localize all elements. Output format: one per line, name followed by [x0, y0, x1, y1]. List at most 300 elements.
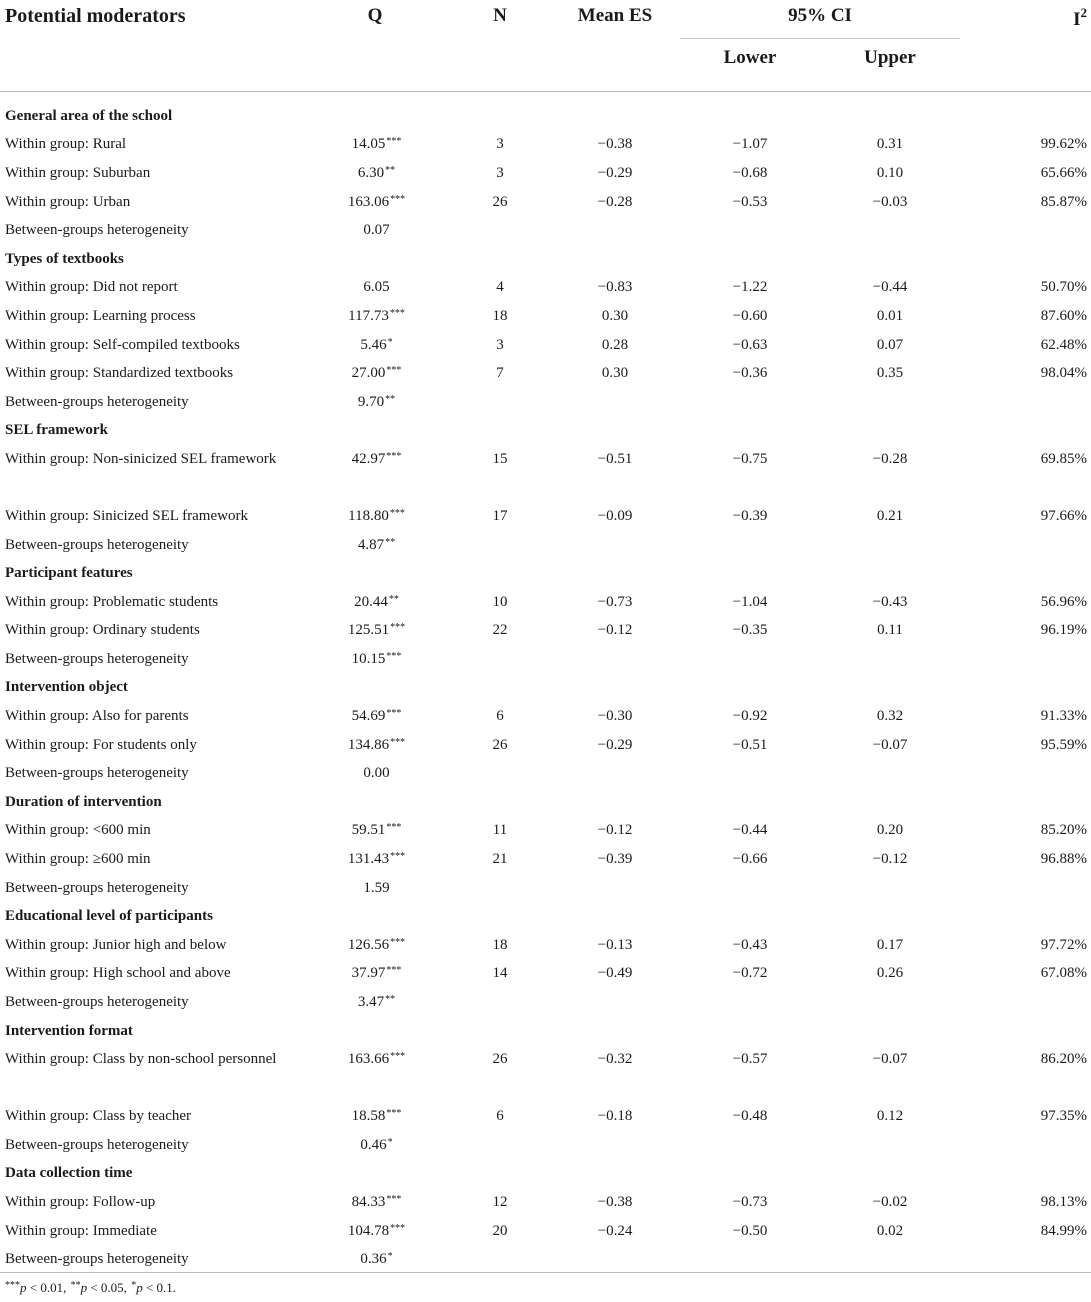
- moderator-cell: Within group: <600 min: [5, 822, 151, 839]
- q-value: 84.33: [351, 1193, 386, 1210]
- table-row: [0, 302, 1091, 331]
- ci-upper-cell: [820, 531, 960, 560]
- table-row: [0, 1245, 1091, 1274]
- ci-lower-cell: −0.36: [732, 365, 768, 382]
- q-cell: [300, 1217, 450, 1246]
- table-row: [0, 1131, 1091, 1160]
- significance-stars: **: [385, 164, 396, 176]
- i2-cell: 97.72%: [1040, 936, 1087, 953]
- q-cell: [300, 159, 450, 188]
- q-value: 131.43: [347, 851, 390, 868]
- i2-cell: 67.08%: [1040, 965, 1087, 982]
- ci-upper-cell: 0.11: [877, 622, 903, 639]
- n-cell: [450, 216, 550, 245]
- i2-cell: 96.88%: [1040, 851, 1087, 868]
- ci-upper-cell: −0.02: [872, 1193, 908, 1210]
- q-cell: [300, 731, 450, 760]
- n-cell: 12: [492, 1193, 508, 1210]
- group-header-row: [0, 102, 1091, 131]
- group-label: SEL framework: [5, 422, 108, 439]
- q-value: 1.59: [363, 879, 390, 896]
- significance-stars: ***: [386, 1193, 402, 1205]
- ci-upper-cell: 0.31: [876, 136, 904, 153]
- moderator-cell: Between-groups heterogeneity: [5, 536, 189, 553]
- q-value: 126.56: [347, 936, 390, 953]
- mean-es-cell: −0.29: [597, 164, 633, 181]
- ci-lower-cell: −0.63: [732, 336, 768, 353]
- mean-es-cell: −0.49: [597, 965, 633, 982]
- significance-stars: *: [387, 336, 393, 348]
- moderator-cell: Within group: Rural: [5, 136, 127, 153]
- moderator-cell: Within group: Class by teacher: [5, 1108, 192, 1125]
- i2-cell: 85.20%: [1040, 822, 1087, 839]
- n-cell: 26: [492, 736, 508, 753]
- significance-stars: ***: [390, 622, 406, 634]
- moderator-cell: Within group: Urban: [5, 193, 131, 210]
- q-cell: [300, 931, 450, 960]
- i2-cell: 87.60%: [1040, 307, 1087, 324]
- mean-es-cell: [550, 531, 680, 560]
- q-value: 5.46: [360, 336, 387, 353]
- n-cell: 18: [492, 936, 508, 953]
- q-cell: [300, 502, 450, 531]
- ci-upper-cell: [820, 1131, 960, 1160]
- group-header-row: [0, 245, 1091, 274]
- q-value: 54.69: [351, 708, 386, 725]
- moderator-cell: Within group: Did not report: [5, 279, 178, 296]
- header-mean-es: Mean ES: [550, 0, 680, 92]
- moderator-cell: Within group: Also for parents: [5, 708, 189, 725]
- q-value: 59.51: [351, 822, 386, 839]
- q-value: 4.87: [357, 536, 385, 553]
- mean-es-cell: [550, 1245, 680, 1274]
- q-cell: [300, 588, 450, 617]
- table-row: [0, 531, 1091, 560]
- i2-cell: [960, 759, 1091, 788]
- ci-lower-cell: −0.66: [732, 851, 768, 868]
- moderator-cell: Within group: Class by non-school personnel: [5, 1051, 277, 1068]
- ci-lower-cell: −0.53: [732, 193, 768, 210]
- ci-upper-cell: −0.12: [872, 851, 908, 868]
- table-row: [0, 159, 1091, 188]
- n-cell: 7: [496, 365, 504, 382]
- n-cell: 10: [492, 593, 508, 610]
- q-cell: [300, 1045, 450, 1102]
- significance-stars: ***: [390, 1051, 406, 1063]
- moderator-cell: Between-groups heterogeneity: [5, 222, 189, 239]
- n-cell: 3: [496, 136, 504, 153]
- ci-upper-cell: 0.07: [876, 336, 904, 353]
- i2-cell: [960, 388, 1091, 417]
- significance-stars: *: [387, 1136, 393, 1148]
- ci-upper-cell: −0.43: [872, 593, 908, 610]
- ci-upper-cell: [820, 216, 960, 245]
- q-cell: [300, 1102, 450, 1131]
- table-row: [0, 931, 1091, 960]
- q-value: 163.06: [347, 193, 390, 210]
- q-value: 118.80: [348, 507, 389, 524]
- q-value: 125.51: [347, 622, 390, 639]
- q-value: 117.73: [348, 307, 389, 324]
- header-upper: Upper: [820, 39, 960, 92]
- mean-es-cell: [550, 645, 680, 674]
- q-cell: [300, 1245, 450, 1274]
- q-value: 0.07: [363, 222, 390, 239]
- header-n: N: [450, 0, 550, 92]
- q-cell: [300, 131, 450, 160]
- mean-es-cell: [550, 1131, 680, 1160]
- n-cell: 18: [492, 307, 508, 324]
- moderator-cell: Within group: Standardized textbooks: [5, 365, 234, 382]
- ci-upper-cell: 0.12: [876, 1108, 904, 1125]
- table-row: [0, 1045, 1091, 1102]
- i2-cell: 65.66%: [1040, 164, 1087, 181]
- ci-lower-cell: [680, 645, 820, 674]
- ci-upper-cell: −0.07: [872, 1051, 908, 1068]
- table-row: [0, 331, 1091, 360]
- group-header-row: [0, 417, 1091, 446]
- i2-cell: 56.96%: [1040, 593, 1087, 610]
- group-label: Duration of intervention: [5, 793, 162, 810]
- moderator-cell: Within group: Suburban: [5, 164, 151, 181]
- n-cell: 26: [492, 1051, 508, 1068]
- q-cell: [300, 302, 450, 331]
- q-cell: [300, 874, 450, 903]
- q-cell: [300, 617, 450, 646]
- i2-cell: [960, 1131, 1091, 1160]
- q-cell: [300, 359, 450, 388]
- n-cell: [450, 531, 550, 560]
- significance-stars: *: [387, 1251, 393, 1263]
- q-cell: [300, 445, 450, 502]
- i2-cell: 62.48%: [1040, 336, 1087, 353]
- i2-cell: 96.19%: [1040, 622, 1087, 639]
- table-body: [0, 92, 1091, 1274]
- ci-upper-cell: −0.28: [872, 451, 908, 468]
- moderator-cell: Between-groups heterogeneity: [5, 650, 189, 667]
- ci-lower-cell: −0.72: [732, 965, 768, 982]
- ci-lower-cell: [680, 1131, 820, 1160]
- table-row: [0, 960, 1091, 989]
- mean-es-cell: −0.83: [597, 279, 633, 296]
- ci-upper-cell: −0.03: [872, 193, 908, 210]
- q-cell: [300, 1131, 450, 1160]
- ci-lower-cell: −1.07: [732, 136, 768, 153]
- table-row: [0, 1217, 1091, 1246]
- q-value: 0.00: [363, 765, 390, 782]
- q-cell: [300, 988, 450, 1017]
- i2-cell: [960, 531, 1091, 560]
- ci-upper-cell: 0.26: [876, 965, 904, 982]
- ci-lower-cell: −0.39: [732, 507, 768, 524]
- ci-upper-cell: [820, 874, 960, 903]
- mean-es-cell: −0.30: [597, 708, 633, 725]
- header-q: Q: [300, 0, 450, 92]
- ci-upper-cell: 0.10: [876, 164, 904, 181]
- table-row: [0, 588, 1091, 617]
- table-footer-rule: [0, 1272, 1091, 1273]
- n-cell: 20: [492, 1222, 508, 1239]
- table-row: [0, 845, 1091, 874]
- mean-es-cell: −0.38: [597, 136, 633, 153]
- ci-lower-cell: −0.57: [732, 1051, 768, 1068]
- ci-lower-cell: −0.48: [732, 1108, 768, 1125]
- table-row: [0, 188, 1091, 217]
- i2-cell: 85.87%: [1040, 193, 1087, 210]
- ci-upper-cell: −0.44: [872, 279, 908, 296]
- q-value: 0.46: [360, 1136, 387, 1153]
- table-header: [0, 0, 1091, 92]
- moderator-cell: Within group: Follow-up: [5, 1193, 156, 1210]
- group-label: General area of the school: [5, 107, 173, 124]
- q-cell: [300, 817, 450, 846]
- mean-es-cell: −0.73: [597, 593, 633, 610]
- table-row: [0, 445, 1091, 502]
- significance-stars: ***: [386, 451, 402, 463]
- n-cell: [450, 759, 550, 788]
- moderator-cell: Between-groups heterogeneity: [5, 393, 189, 410]
- ci-upper-cell: 0.32: [876, 708, 904, 725]
- significance-stars: ***: [390, 1222, 406, 1234]
- mean-es-cell: −0.18: [597, 1108, 633, 1125]
- moderator-cell: Within group: Problematic students: [5, 593, 219, 610]
- n-cell: 11: [492, 822, 508, 839]
- significance-stars: ***: [386, 822, 402, 834]
- mean-es-cell: −0.38: [597, 1193, 633, 1210]
- q-value: 6.05: [363, 279, 390, 296]
- mean-es-cell: [550, 388, 680, 417]
- header-i2: [960, 0, 1091, 92]
- moderator-cell: Between-groups heterogeneity: [5, 1251, 189, 1268]
- n-cell: 26: [492, 193, 508, 210]
- q-value: 0.36: [360, 1251, 387, 1268]
- moderator-cell: Between-groups heterogeneity: [5, 994, 189, 1011]
- i2-cell: 97.35%: [1040, 1108, 1087, 1125]
- ci-lower-cell: −0.35: [732, 622, 768, 639]
- group-label: Educational level of participants: [5, 908, 213, 925]
- ci-lower-cell: −0.51: [732, 736, 768, 753]
- mean-es-cell: 0.28: [601, 336, 629, 353]
- n-cell: 6: [496, 1108, 504, 1125]
- ci-upper-cell: 0.01: [876, 307, 904, 324]
- moderator-cell: Within group: Ordinary students: [5, 622, 200, 639]
- significance-stars: **: [388, 593, 399, 605]
- mean-es-cell: [550, 216, 680, 245]
- n-cell: [450, 874, 550, 903]
- ci-lower-cell: −0.68: [732, 164, 768, 181]
- group-header-row: [0, 902, 1091, 931]
- ci-upper-cell: 0.17: [876, 936, 904, 953]
- ci-upper-cell: [820, 388, 960, 417]
- significance-stars: ***: [386, 965, 402, 977]
- q-cell: [300, 702, 450, 731]
- table-row: [0, 1102, 1091, 1131]
- ci-lower-cell: [680, 759, 820, 788]
- ci-lower-cell: [680, 1245, 820, 1274]
- significance-stars: ***: [386, 136, 402, 148]
- group-label: Types of textbooks: [5, 250, 124, 267]
- table-row: [0, 1188, 1091, 1217]
- q-cell: [300, 645, 450, 674]
- n-cell: 3: [496, 164, 504, 181]
- table-row: [0, 817, 1091, 846]
- i2-cell: 50.70%: [1040, 279, 1087, 296]
- ci-upper-cell: 0.21: [876, 507, 904, 524]
- significance-footnote: ***p < 0.01, **p < 0.05, *p < 0.1.: [5, 1280, 177, 1295]
- significance-stars: ***: [389, 307, 405, 319]
- moderator-cell: Within group: For students only: [5, 736, 197, 753]
- table-row: [0, 759, 1091, 788]
- moderator-cell: Within group: ≥600 min: [5, 851, 151, 868]
- table-row: [0, 702, 1091, 731]
- ci-lower-cell: −0.75: [732, 451, 768, 468]
- q-value: 10.15: [351, 650, 386, 667]
- moderator-cell: Within group: Immediate: [5, 1222, 157, 1239]
- mean-es-cell: [550, 988, 680, 1017]
- q-value: 9.70: [357, 393, 385, 410]
- n-cell: 17: [492, 507, 508, 524]
- group-label: Participant features: [5, 565, 133, 582]
- significance-stars: ***: [390, 193, 406, 205]
- q-cell: [300, 960, 450, 989]
- ci-lower-cell: [680, 216, 820, 245]
- moderator-cell: Within group: Learning process: [5, 307, 196, 324]
- q-value: 42.97: [351, 451, 386, 468]
- mean-es-cell: [550, 759, 680, 788]
- mean-es-cell: −0.28: [597, 193, 633, 210]
- i2-cell: [960, 216, 1091, 245]
- table-row: [0, 274, 1091, 303]
- significance-stars: ***: [386, 1108, 402, 1120]
- group-header-row: [0, 1160, 1091, 1189]
- moderator-cell: Within group: Junior high and below: [5, 936, 227, 953]
- table-row: [0, 874, 1091, 903]
- n-cell: [450, 1245, 550, 1274]
- table-row: [0, 988, 1091, 1017]
- q-value: 104.78: [347, 1222, 390, 1239]
- mean-es-cell: 0.30: [601, 307, 629, 324]
- ci-upper-cell: 0.20: [876, 822, 904, 839]
- table-row: [0, 359, 1091, 388]
- significance-stars: ***: [386, 708, 402, 720]
- q-value: 163.66: [347, 1051, 390, 1068]
- q-value: 134.86: [347, 736, 390, 753]
- n-cell: 21: [492, 851, 508, 868]
- mean-es-cell: −0.39: [597, 851, 633, 868]
- significance-stars: ***: [386, 365, 402, 377]
- n-cell: 22: [492, 622, 508, 639]
- significance-stars: ***: [390, 936, 406, 948]
- ci-upper-cell: −0.07: [872, 736, 908, 753]
- moderator-cell: Between-groups heterogeneity: [5, 879, 189, 896]
- q-cell: [300, 216, 450, 245]
- q-cell: [300, 388, 450, 417]
- i2-cell: [960, 1245, 1091, 1274]
- i2-cell: [960, 988, 1091, 1017]
- mean-es-cell: −0.13: [597, 936, 633, 953]
- ci-lower-cell: [680, 388, 820, 417]
- significance-stars: ***: [389, 507, 405, 519]
- mean-es-cell: −0.24: [597, 1222, 633, 1239]
- i2-cell: 69.85%: [1040, 451, 1087, 468]
- i2-cell: [960, 874, 1091, 903]
- mean-es-cell: 0.30: [601, 365, 629, 382]
- n-cell: [450, 388, 550, 417]
- n-cell: [450, 645, 550, 674]
- significance-stars: ***: [386, 650, 402, 662]
- ci-upper-cell: 0.35: [876, 365, 904, 382]
- table-row: [0, 131, 1091, 160]
- table-row: [0, 216, 1091, 245]
- significance-stars: **: [385, 536, 396, 548]
- n-cell: 15: [492, 451, 508, 468]
- q-value: 3.47: [357, 994, 385, 1011]
- ci-lower-cell: −0.50: [732, 1222, 768, 1239]
- significance-stars: ***: [390, 736, 406, 748]
- table-row: [0, 388, 1091, 417]
- mean-es-cell: −0.12: [597, 622, 633, 639]
- moderator-cell: Within group: High school and above: [5, 965, 231, 982]
- significance-stars: ***: [390, 851, 406, 863]
- moderator-cell: Within group: Sinicized SEL framework: [5, 507, 248, 524]
- significance-stars: **: [385, 994, 396, 1006]
- q-value: 14.05: [351, 136, 386, 153]
- ci-upper-cell: [820, 1245, 960, 1274]
- q-cell: [300, 331, 450, 360]
- i2-cell: 98.13%: [1040, 1193, 1087, 1210]
- ci-lower-cell: −0.43: [732, 936, 768, 953]
- header-ci: 95% CI: [680, 0, 960, 39]
- q-cell: [300, 274, 450, 303]
- n-cell: [450, 1131, 550, 1160]
- moderator-cell: Within group: Self-compiled textbooks: [5, 336, 240, 353]
- header-i2-sup: 2: [1080, 5, 1087, 20]
- i2-cell: 98.04%: [1040, 365, 1087, 382]
- q-cell: [300, 1188, 450, 1217]
- q-cell: [300, 188, 450, 217]
- mean-es-cell: −0.12: [597, 822, 633, 839]
- table-row: [0, 502, 1091, 531]
- moderator-cell: Between-groups heterogeneity: [5, 765, 189, 782]
- ci-upper-cell: [820, 645, 960, 674]
- q-cell: [300, 845, 450, 874]
- ci-lower-cell: [680, 988, 820, 1017]
- group-header-row: [0, 788, 1091, 817]
- mean-es-cell: −0.09: [597, 507, 633, 524]
- ci-lower-cell: [680, 874, 820, 903]
- i2-cell: 95.59%: [1040, 736, 1087, 753]
- header-lower: Lower: [680, 39, 820, 92]
- table-row: [0, 617, 1091, 646]
- n-cell: 3: [496, 336, 504, 353]
- ci-lower-cell: −0.92: [732, 708, 768, 725]
- ci-upper-cell: [820, 759, 960, 788]
- mean-es-cell: −0.29: [597, 736, 633, 753]
- header-moderators: Potential moderators: [0, 0, 300, 92]
- table-row: [0, 731, 1091, 760]
- n-cell: [450, 988, 550, 1017]
- q-value: 27.00: [351, 365, 386, 382]
- ci-lower-cell: [680, 531, 820, 560]
- i2-cell: 84.99%: [1040, 1222, 1087, 1239]
- i2-cell: [960, 645, 1091, 674]
- i2-cell: 97.66%: [1040, 507, 1087, 524]
- mean-es-cell: −0.51: [597, 451, 633, 468]
- table-row: [0, 645, 1091, 674]
- n-cell: 4: [496, 279, 504, 296]
- group-header-row: [0, 1017, 1091, 1046]
- n-cell: 6: [496, 708, 504, 725]
